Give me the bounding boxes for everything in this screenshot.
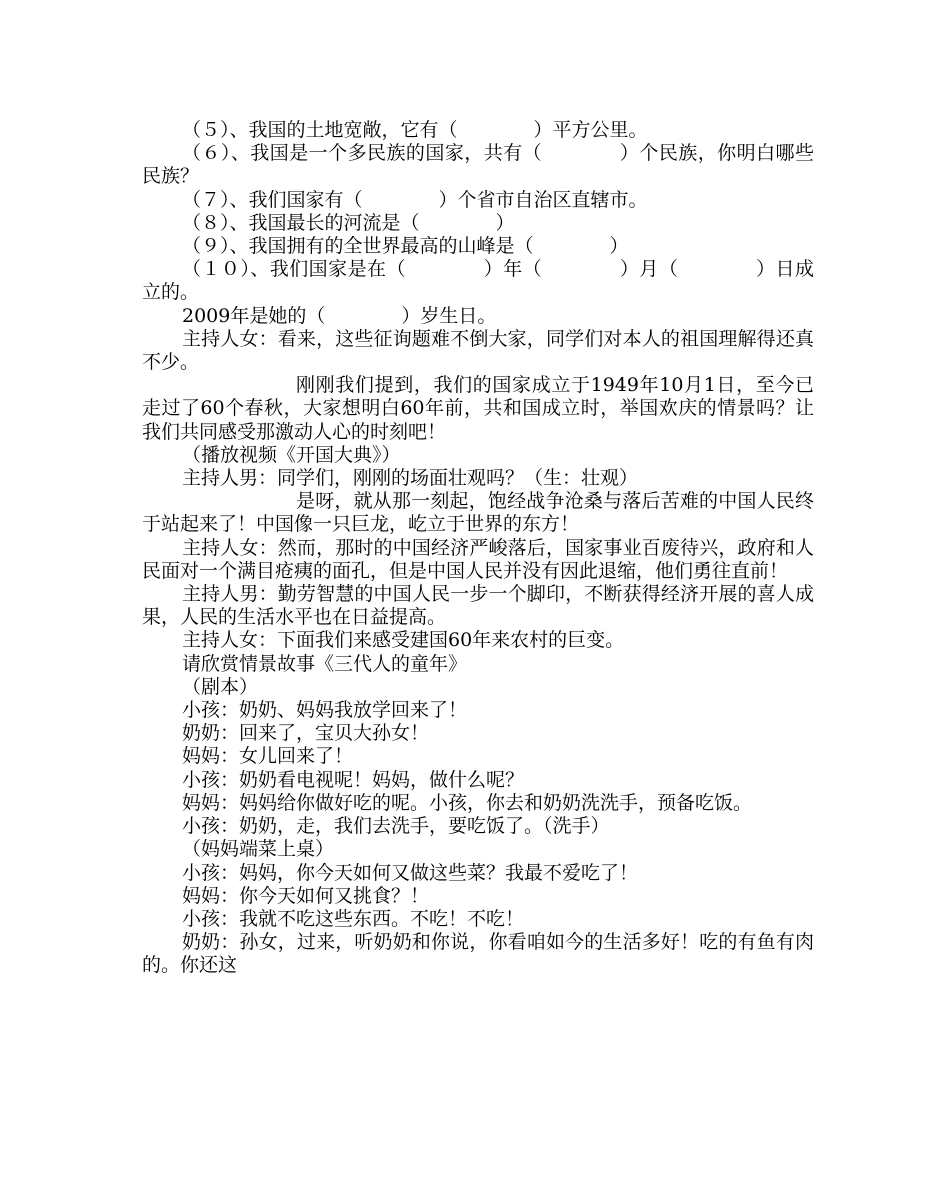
question-6: （６）、我国是一个多民族的国家，共有（ ）个民族，你明白哪些民族？ bbox=[142, 142, 814, 188]
host-male-line-3: 主持人男：勤劳智慧的中国人民一步一个脚印，不断获得经济开展的喜人成果，人民的生活水平也在日益提高。 bbox=[142, 583, 814, 629]
stage-direction: （妈妈端菜上桌） bbox=[182, 838, 335, 861]
question-9: （９）、我国拥有的全世界最高的山峰是（ ） bbox=[182, 235, 629, 258]
host-male-line-2: 是呀，就从那一刻起，饱经战争沧桑与落后苦难的中国人民终于站起来了！中国像一只巨龙，屹立于世界的东方！ bbox=[142, 490, 814, 536]
question-8: （８）、我国最长的河流是（ ） bbox=[182, 211, 515, 234]
host-male-line-1: 主持人男：同学们，刚刚的场面壮观吗？（生：壮观） bbox=[182, 467, 639, 490]
question-5: （５）、我国的土地宽敞，它有（ ）平方公里。 bbox=[182, 119, 648, 141]
birthday-question: 2009年是她的（ ）岁生日。 bbox=[182, 304, 497, 327]
script-line: 小孩：妈妈，你今天如何又做这些菜？我最不爱吃了！ bbox=[182, 861, 639, 884]
document-body bbox=[142, 119, 814, 978]
script-line: 小孩：我就不吃这些东西。不吃！不吃！ bbox=[182, 907, 525, 930]
script-line: 妈妈：女儿回来了！ bbox=[182, 745, 354, 768]
host-female-line-2: 刚刚我们提到，我们的国家成立于1949年10月1日，至今已走过了60个春秋，大家想明白60年前，共和国成立时，举国欢庆的情景吗？让我们共同感受那激动人心的时刻吧！ bbox=[142, 374, 814, 443]
script-line: 小孩：奶奶，走，我们去洗手，要吃饭了。（洗手） bbox=[182, 815, 610, 838]
script-line: 小孩：奶奶看电视呢！妈妈，做什么呢？ bbox=[182, 768, 525, 791]
script-line: 奶奶：孙女，过来，听奶奶和你说，你看咱如今的生活多好！吃的有鱼有肉的。你还这 bbox=[142, 931, 814, 977]
script-line: 妈妈：妈妈给你做好吃的呢。小孩，你去和奶奶洗洗手，预备吃饭。 bbox=[182, 791, 753, 814]
host-female-line-4: 主持人女：下面我们来感受建国60年来农村的巨变。 bbox=[182, 629, 625, 652]
host-female-line-1: 主持人女：看来，这些征询题难不倒大家，同学们对本人的祖国理解得还真不少。 bbox=[142, 327, 814, 374]
stage-direction-video: （播放视频《开国大典》） bbox=[182, 443, 401, 466]
question-7: （７）、我们国家有（ ）个省市自治区直辖市。 bbox=[182, 188, 648, 211]
script-line: 妈妈：你今天如何又挑食？！ bbox=[182, 884, 430, 907]
host-female-line-3: 主持人女：然而，那时的中国经济严峻落后，国家事业百废待兴，政府和人民面对一个满目疮痍的面孔，但是中国人民并没有因此退缩，他们勇往直前！ bbox=[142, 536, 814, 582]
script-heading: （剧本） bbox=[182, 675, 259, 698]
script-line: 奶奶：回来了，宝贝大孙女！ bbox=[182, 722, 430, 745]
question-10: （１０）、我们国家是在（ ）年（ ）月（ ）日成立的。 bbox=[142, 258, 814, 304]
script-line: 小孩：奶奶、妈妈我放学回来了！ bbox=[182, 699, 468, 722]
story-intro: 请欣赏情景故事《三代人的童年》 bbox=[182, 652, 468, 675]
